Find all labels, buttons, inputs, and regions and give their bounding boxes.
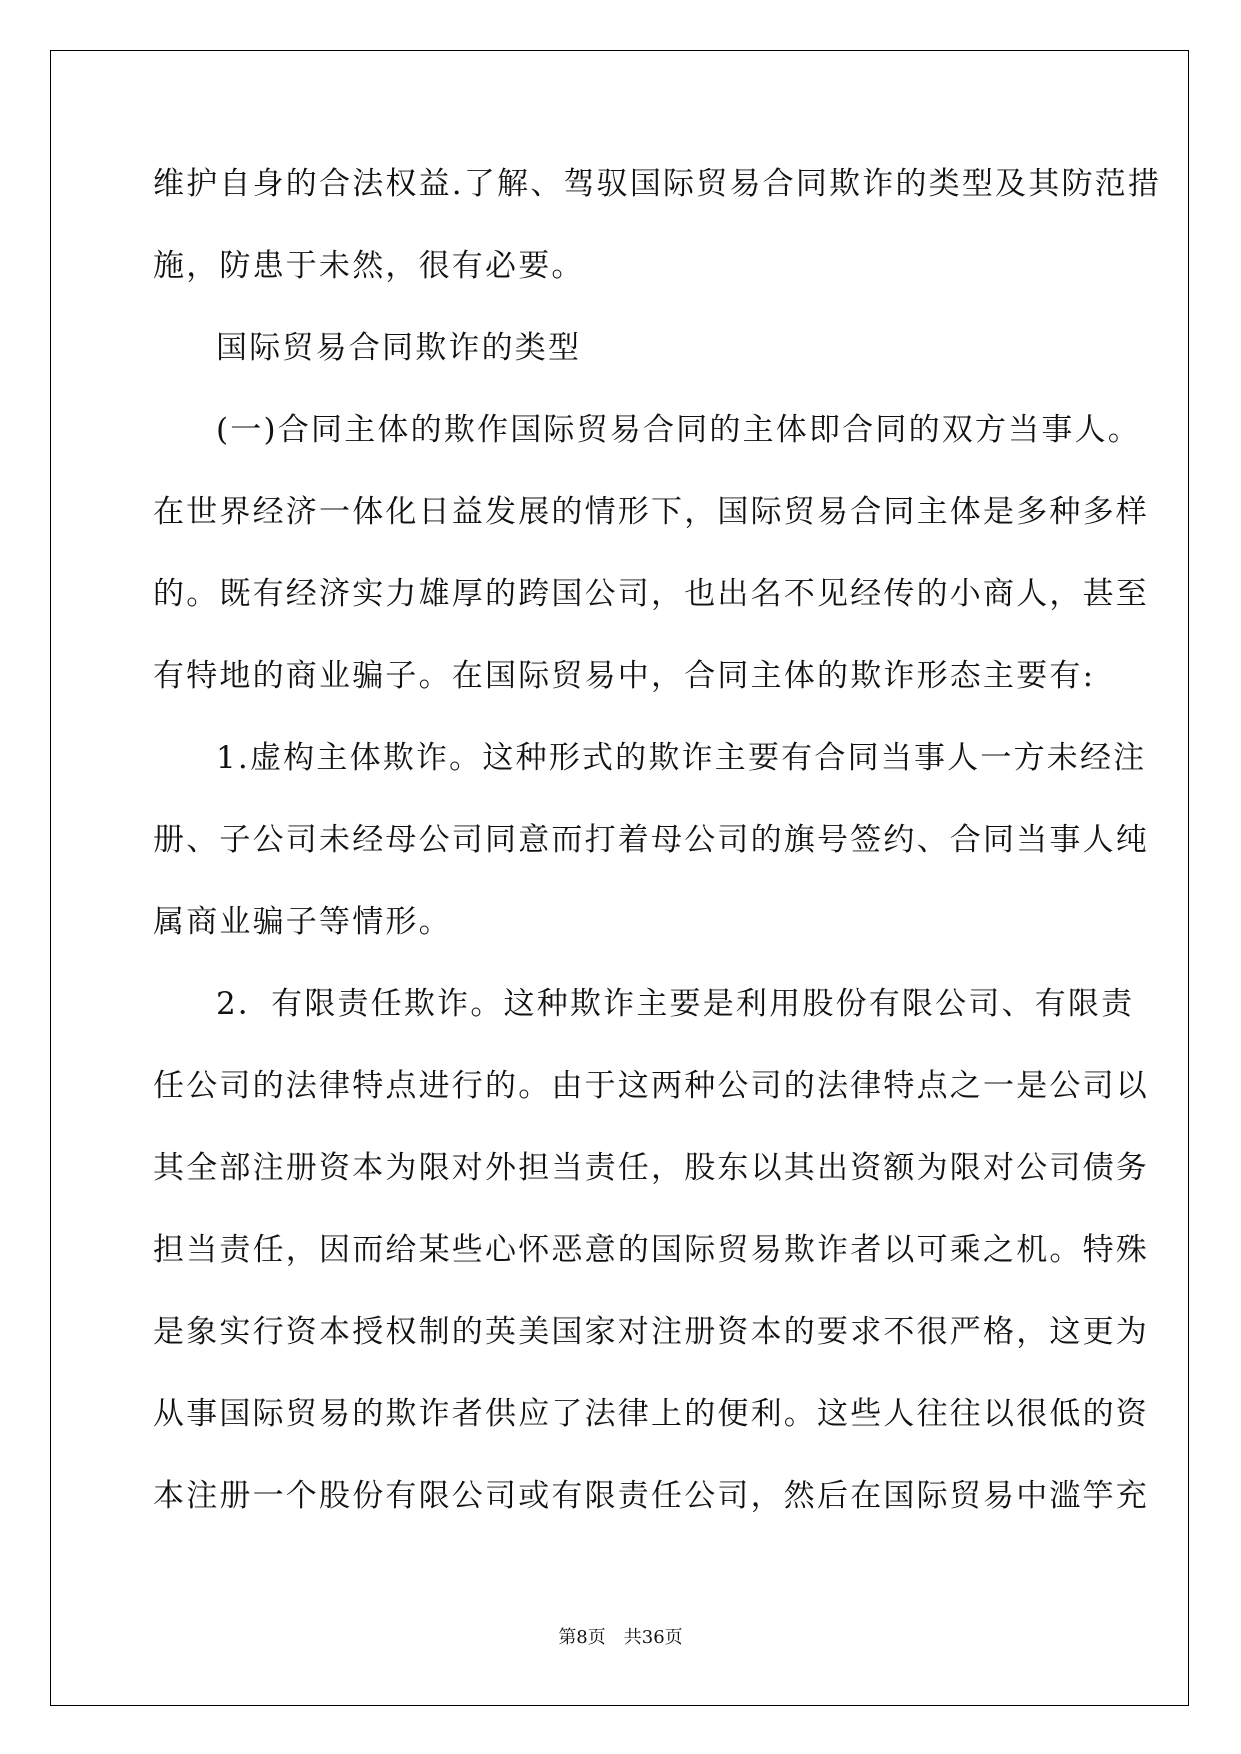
- text-line: 有特地的商业骗子。在国际贸易中，合同主体的欺诈形态主要有:: [153, 658, 1096, 694]
- text-line: 在世界经济一体化日益发展的情形下，国际贸易合同主体是多种多样: [153, 494, 1149, 530]
- paragraph: [153, 412, 1149, 740]
- text-line: (一)合同主体的欺作国际贸易合同的主体即合同的双方当事人。: [216, 412, 1141, 448]
- text-line: 任公司的法律特点进行的。由于这两种公司的法律特点之一是公司以: [153, 1068, 1149, 1104]
- paragraph: [153, 986, 1149, 1560]
- text-line: 施，防患于未然，很有必要。: [153, 248, 585, 284]
- paragraph: [153, 166, 1162, 330]
- text-line: 从事国际贸易的欺诈者供应了法律上的便利。这些人往往以很低的资: [153, 1396, 1149, 1432]
- text-line: 维护自身的合法权益.了解、驾驭国际贸易合同欺诈的类型及其防范措: [153, 166, 1162, 202]
- text-line: 属商业骗子等情形。: [153, 904, 452, 940]
- document-body: [153, 166, 1162, 1560]
- paragraph: [153, 740, 1149, 986]
- text-line: 册、子公司未经母公司同意而打着母公司的旗号签约、合同当事人纯: [153, 822, 1149, 858]
- text-line: 本注册一个股份有限公司或有限责任公司，然后在国际贸易中滥竽充: [153, 1478, 1149, 1514]
- text-line: 2．有限责任欺诈。这种欺诈主要是利用股份有限公司、有限责: [216, 986, 1135, 1022]
- text-line: 其全部注册资本为限对外担当责任，股东以其出资额为限对公司债务: [153, 1150, 1149, 1186]
- section-heading: [153, 330, 1087, 412]
- text-line: 国际贸易合同欺诈的类型: [216, 330, 582, 366]
- text-line: 1.虚构主体欺诈。这种形式的欺诈主要有合同当事人一方未经注: [216, 740, 1147, 776]
- page-number-footer: 第8页 共36页: [558, 1627, 683, 1648]
- text-line: 的。既有经济实力雄厚的跨国公司，也出名不见经传的小商人，甚至: [153, 576, 1149, 612]
- text-line: 是象实行资本授权制的英美国家对注册资本的要求不很严格，这更为: [153, 1314, 1149, 1350]
- text-line: 担当责任，因而给某些心怀恶意的国际贸易欺诈者以可乘之机。特殊: [153, 1232, 1149, 1268]
